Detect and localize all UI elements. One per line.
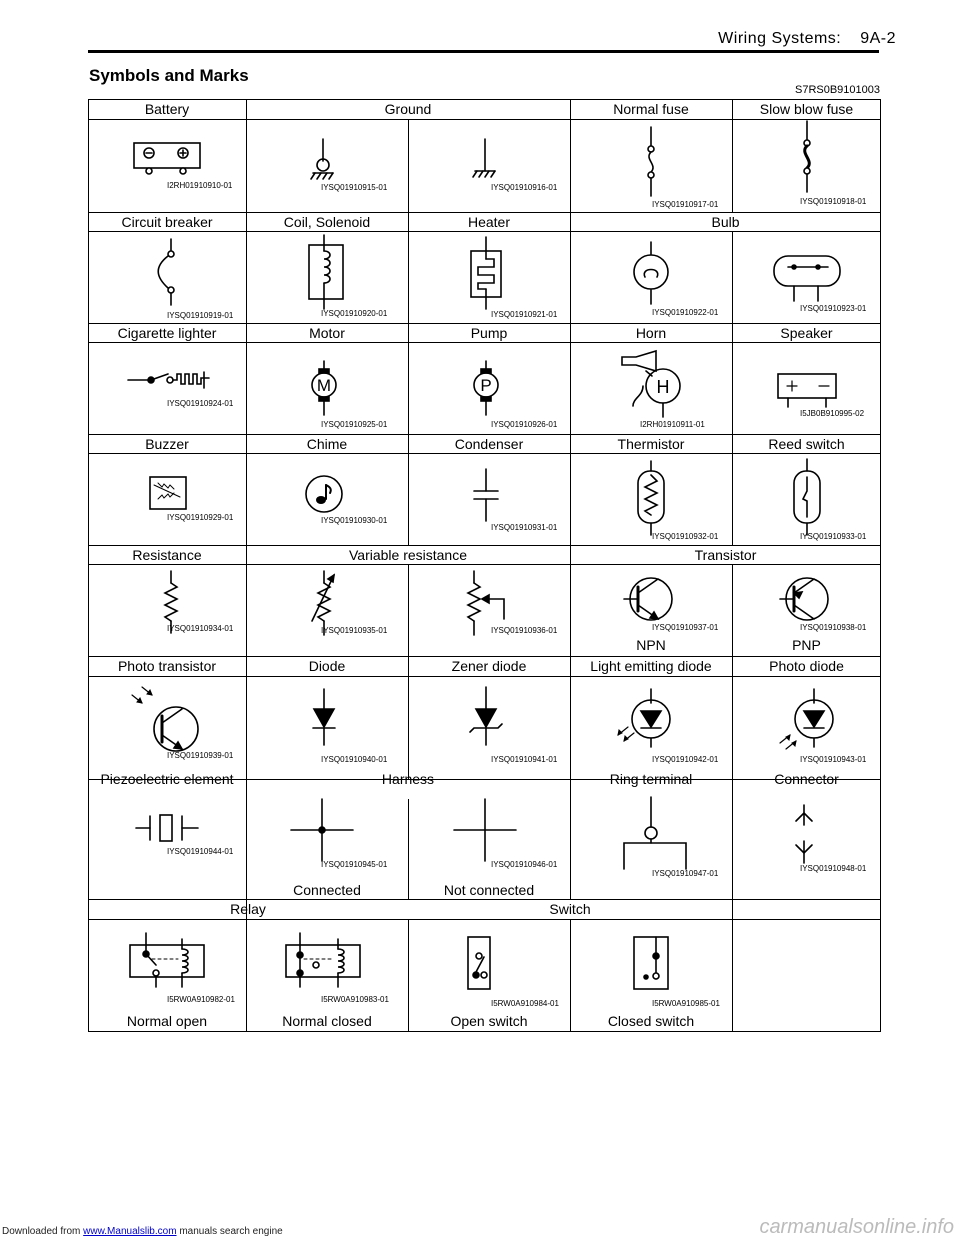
symbols-table (88, 99, 881, 1032)
page-number: 9A-2 (860, 30, 896, 47)
symbol-id: IYSQ01910939-01 (167, 751, 234, 760)
buzzer-symbol (150, 477, 186, 509)
symbol-id: IYSQ01910917-01 (652, 200, 719, 209)
symbol-id: IYSQ01910941-01 (491, 755, 558, 764)
symbol-id: IYSQ01910944-01 (167, 847, 234, 856)
symbol-id: IYSQ01910936-01 (491, 626, 558, 635)
label-photo-diode: Photo diode (769, 658, 844, 674)
symbol-id: IYSQ01910921-01 (491, 310, 558, 319)
label-speaker: Speaker (780, 325, 833, 341)
label-diode: Diode (308, 658, 346, 674)
battery-symbol (134, 143, 200, 174)
coil-symbol (309, 235, 343, 309)
photo-diode-symbol (780, 689, 833, 749)
bulb-symbol (634, 242, 668, 304)
symbol-id: IYSQ01910942-01 (652, 755, 719, 764)
section-code: S7RS0B9101003 (794, 84, 880, 96)
chime-symbol (306, 476, 342, 512)
reed-switch-symbol (794, 459, 820, 535)
symbol-id: IYSQ01910920-01 (321, 309, 388, 318)
label-closed-switch: Closed switch (607, 1013, 695, 1029)
symbol-id: IYSQ01910935-01 (321, 626, 388, 635)
symbol-id: I5JB0B910995-02 (800, 409, 865, 418)
label-connected: Connected (293, 882, 361, 898)
ground-symbol (311, 139, 333, 179)
bulb-tube-symbol (774, 256, 840, 301)
piezoelectric-symbol (136, 815, 198, 841)
circuit-breaker-symbol (158, 239, 174, 305)
label-transistor: Transistor (694, 547, 757, 563)
symbol-id: IYSQ01910924-01 (167, 399, 234, 408)
heater-symbol (471, 237, 501, 309)
label-zener-diode: Zener diode (451, 658, 527, 674)
symbol-id: IYSQ01910945-01 (321, 860, 388, 869)
symbol-id: IYSQ01910938-01 (800, 623, 867, 632)
thermistor-symbol (638, 461, 664, 535)
symbol-id: IYSQ01910919-01 (167, 311, 234, 320)
label-pnp: PNP (792, 637, 821, 653)
symbol-id: I5RW0A910985-01 (652, 999, 720, 1008)
symbol-id: IYSQ01910915-01 (321, 183, 388, 192)
label-chime: Chime (306, 436, 348, 452)
label-cigarette-lighter: Cigarette lighter (117, 325, 217, 341)
symbol-id: IYSQ01910947-01 (652, 869, 719, 878)
symbol-id: I5RW0A910983-01 (321, 995, 389, 1004)
horn-symbol (622, 351, 680, 417)
symbol-id: I5RW0A910984-01 (491, 999, 559, 1008)
label-buzzer: Buzzer (145, 436, 189, 452)
label-resistance: Resistance (132, 547, 202, 563)
relay-normal-closed-symbol (286, 933, 360, 987)
symbol-id: IYSQ01910934-01 (167, 624, 234, 633)
symbol-id: I5RW0A910982-01 (167, 995, 235, 1004)
label-normal-open: Normal open (126, 1013, 208, 1029)
symbol-id: IYSQ01910931-01 (491, 523, 558, 532)
slow-blow-fuse-symbol (804, 121, 810, 192)
zener-diode-symbol (470, 687, 502, 745)
label-motor: Motor (309, 325, 345, 341)
label-coil-solenoid: Coil, Solenoid (283, 214, 371, 230)
footer-suffix: manuals search engine (179, 1226, 283, 1237)
section-title: Symbols and Marks (89, 66, 249, 85)
symbol-id: IYSQ01910923-01 (800, 304, 867, 313)
symbol-id: IYSQ01910925-01 (321, 420, 388, 429)
symbol-id: IYSQ01910937-01 (652, 623, 719, 632)
harness-connected-symbol (291, 799, 353, 861)
label-photo-transistor: Photo transistor (117, 658, 217, 674)
symbol-id: IYSQ01910933-01 (800, 532, 867, 541)
label-slow-blow-fuse: Slow blow fuse (759, 101, 854, 117)
symbol-id: IYSQ01910916-01 (491, 183, 558, 192)
led-symbol (618, 689, 670, 747)
label-circuit-breaker: Circuit breaker (121, 214, 213, 230)
label-variable-resistance: Variable resistance (348, 547, 468, 563)
symbol-id: IYSQ01910930-01 (321, 516, 388, 525)
speaker-symbol (778, 374, 836, 407)
label-ground: Ground (384, 101, 432, 117)
footer (2, 1226, 283, 1237)
pnp-transistor-symbol (780, 578, 828, 620)
diode-symbol (313, 689, 335, 745)
motor-letter: M (316, 376, 332, 395)
label-normal-fuse: Normal fuse (613, 101, 689, 117)
watermark: carmanualsonline.info (759, 1216, 954, 1238)
page-header (718, 30, 896, 48)
condenser-symbol (474, 469, 498, 521)
header-title: Wiring Systems: (718, 30, 842, 47)
label-bulb: Bulb (711, 214, 740, 230)
label-npn: NPN (636, 637, 666, 653)
footer-prefix: Downloaded from (2, 1226, 81, 1237)
symbol-drawings (88, 99, 881, 1032)
label-thermistor: Thermistor (617, 436, 685, 452)
photo-transistor-symbol (132, 687, 198, 751)
symbol-id: IYSQ01910922-01 (652, 308, 719, 317)
label-pump: Pump (470, 325, 508, 341)
label-heater: Heater (467, 214, 511, 230)
header-rule (88, 50, 879, 53)
symbol-id: IYSQ01910929-01 (167, 513, 234, 522)
label-harness: Harness (381, 771, 435, 787)
symbol-id: I2RH01910911-01 (640, 420, 705, 429)
symbol-id: IYSQ01910932-01 (652, 532, 719, 541)
ring-terminal-symbol (624, 797, 686, 869)
label-light-emitting-diode: Light emitting diode (590, 658, 712, 674)
label-battery: Battery (144, 101, 190, 117)
label-reed-switch: Reed switch (768, 436, 845, 452)
resistance-symbol (165, 571, 177, 633)
label-horn: Horn (635, 325, 667, 341)
label-not-connected: Not connected (443, 882, 535, 898)
label-piezoelectric-element: Piezoelectric element (100, 771, 234, 787)
normal-fuse-symbol (648, 127, 654, 196)
closed-switch-symbol (634, 937, 668, 989)
symbol-id: IYSQ01910943-01 (800, 755, 867, 764)
harness-not-connected-symbol (454, 799, 516, 861)
pump-letter: P (480, 376, 492, 395)
label-open-switch: Open switch (450, 1013, 528, 1029)
label-condenser: Condenser (454, 436, 524, 452)
horn-letter: H (656, 377, 670, 397)
symbol-id: IYSQ01910918-01 (800, 197, 867, 206)
symbol-id: IYSQ01910940-01 (321, 755, 388, 764)
connector-symbol (796, 805, 812, 863)
npn-transistor-symbol (624, 578, 672, 620)
open-switch-symbol (468, 937, 490, 989)
cigarette-lighter-symbol (128, 372, 209, 388)
label-ring-terminal: Ring terminal (609, 771, 693, 787)
symbol-id: I2RH01910910-01 (167, 181, 233, 190)
label-normal-closed: Normal closed (282, 1013, 372, 1029)
label-connector: Connector (774, 771, 839, 787)
label-relay: Relay (230, 901, 266, 917)
variable-resistance-symbol-2 (468, 571, 504, 635)
symbol-id: IYSQ01910946-01 (491, 860, 558, 869)
symbol-id: IYSQ01910948-01 (800, 864, 867, 873)
manualslib-link[interactable]: www.Manualslib.com (83, 1226, 177, 1237)
relay-normal-open-symbol (130, 933, 204, 987)
label-switch: Switch (549, 901, 591, 917)
variable-resistance-symbol (312, 571, 334, 635)
symbol-id: IYSQ01910926-01 (491, 420, 558, 429)
ground-symbol-2 (473, 139, 495, 177)
